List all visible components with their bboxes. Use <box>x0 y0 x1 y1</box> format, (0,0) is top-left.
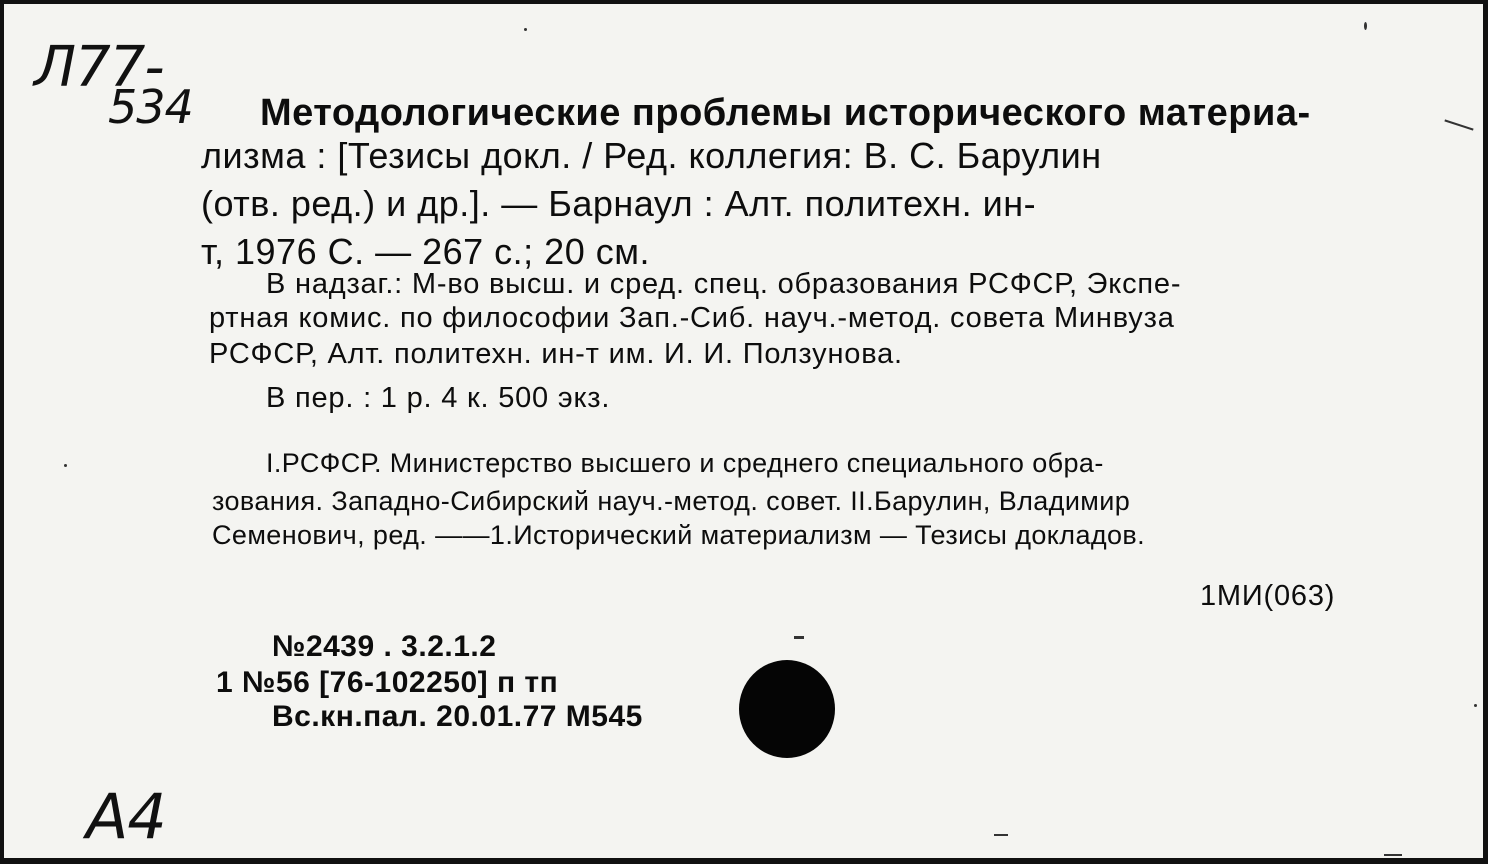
note-line-1: В надзаг.: М-во высш. и сред. спец. образования РСФСР, Экспе- <box>266 268 1182 300</box>
scan-speck <box>994 834 1008 836</box>
scan-speck <box>1474 704 1477 707</box>
note-line-2: ртная комис. по философии Зап.-Сиб. науч.-метод. совета Минвуза <box>209 302 1175 334</box>
footer-line-1: №2439 . 3.2.1.2 <box>272 630 497 663</box>
tracing-line-1: I.РСФСР. Министерство высшего и среднего специального обра- <box>266 448 1104 478</box>
scan-speck <box>1444 119 1473 130</box>
title-line-4: т, 1976 С. — 267 с.; 20 см. <box>201 231 650 272</box>
tracing-line-3: Семенович, ред. ——1.Исторический материализм — Тезисы докладов. <box>212 520 1146 550</box>
title-line-3: (отв. ред.) и др.]. — Барнаул : Алт. политехн. ин- <box>201 183 1037 224</box>
note-line-4: В пер. : 1 р. 4 к. 500 экз. <box>266 382 611 414</box>
title-line-1: Методологические проблемы исторического материа- <box>260 92 1311 134</box>
footer-line-2: 1 №56 [76-102250] п тп <box>216 666 559 699</box>
classification-code: 1МИ(063) <box>1200 580 1336 612</box>
title-line-2: лизма : [Тезисы докл. / Ред. коллегия: В. С. Барулин <box>201 135 1102 176</box>
tracing-line-2: зования. Западно-Сибирский науч.-метод. совет. II.Барулин, Владимир <box>212 486 1131 516</box>
scan-speck <box>64 464 67 467</box>
scan-speck <box>794 636 804 639</box>
note-line-3: РСФСР, Алт. политехн. ин-т им. И. И. Ползунова. <box>209 338 903 370</box>
call-number-top: Л77- <box>34 35 164 100</box>
scan-speck <box>524 28 527 31</box>
corner-mark: А4 <box>86 780 166 853</box>
scan-speck <box>1364 22 1367 30</box>
footer-line-3: Вс.кн.пал. 20.01.77 М545 <box>272 700 643 733</box>
ink-blot <box>739 660 835 758</box>
scan-speck <box>1384 854 1402 856</box>
call-number-bottom: 534 <box>108 80 193 134</box>
